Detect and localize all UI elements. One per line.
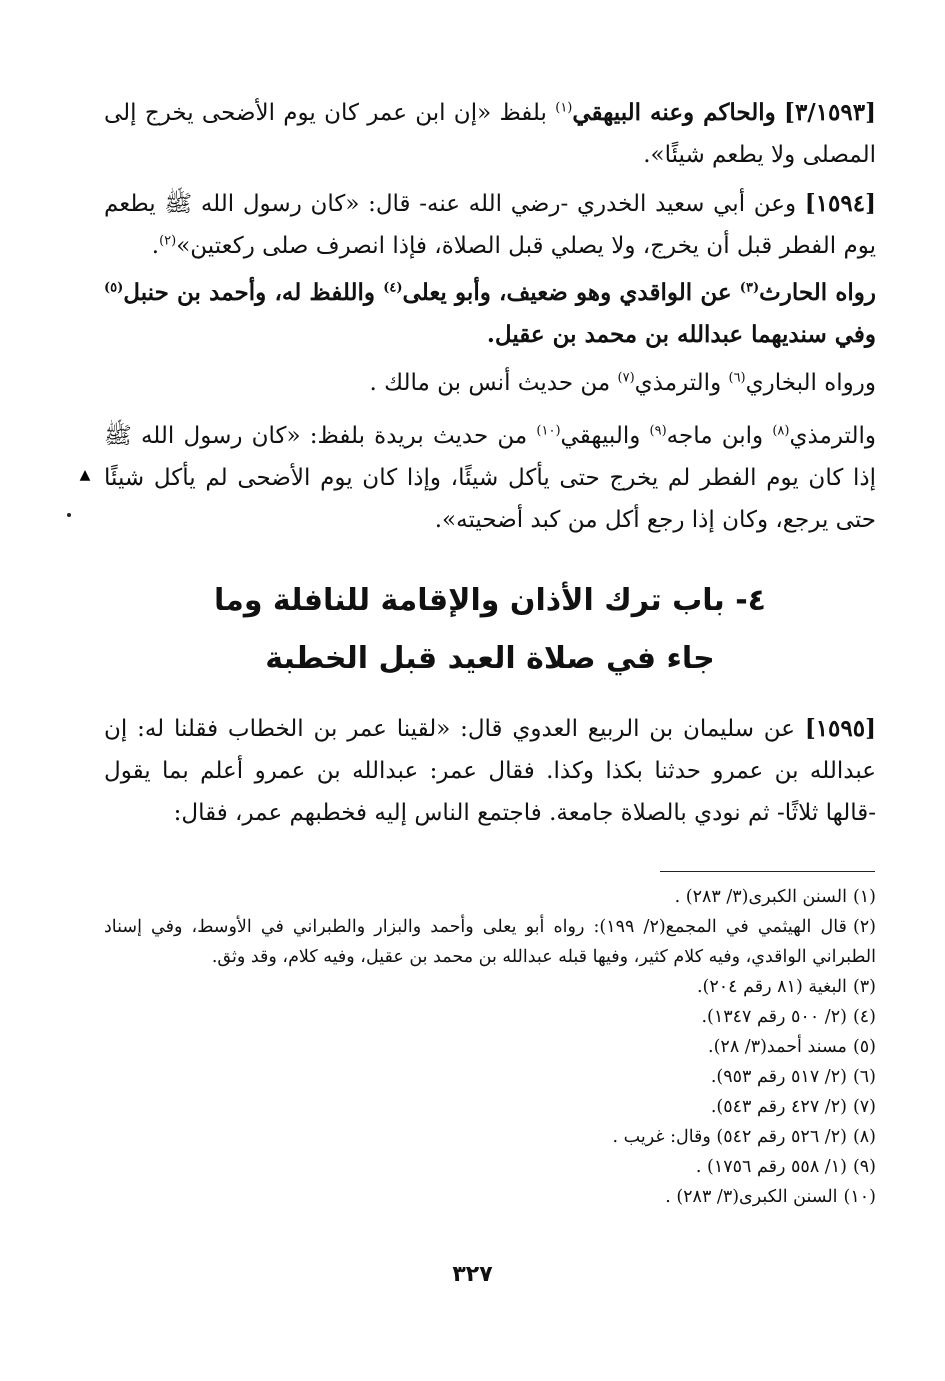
text-segment: من حديث بريدة بلفظ: «كان رسول الله ﷺ إذا كان يوم الفطر لم يخرج حتى يأكل شيئًا، وإذا كان يوم الأضحى لم يأكل شيئًا حتى يرجع، وكان إذا رجع أكل من كبد أضحيته». (104, 423, 876, 533)
footnote-6 (104, 1062, 876, 1092)
footnote-ref[interactable]: (٤) (383, 280, 403, 296)
footnote-8 (104, 1122, 876, 1152)
text-segment: والترمذي (789, 423, 876, 449)
footnote-ref[interactable]: (٧) (617, 370, 635, 386)
paragraph-text (104, 415, 876, 541)
text-segment: ورواه البخاري (745, 370, 876, 396)
paragraph-text (104, 272, 876, 356)
footnote-1 (104, 882, 876, 912)
footnote-7 (104, 1092, 876, 1122)
chapter-heading (104, 572, 876, 688)
text-segment: . (151, 233, 160, 259)
footnote-5 (104, 1032, 876, 1062)
footnote-text: (٢/ ٥١٧ رقم ٩٥٣). (710, 1067, 847, 1087)
paragraph-text (104, 708, 876, 834)
footnote-10 (104, 1182, 876, 1212)
paragraph-text (104, 183, 876, 267)
footnote-3 (104, 972, 876, 1002)
footnote-number: (٦) (852, 1067, 876, 1087)
footnote-number: (٨) (852, 1127, 876, 1147)
footnote-text: (٢/ ٤٢٧ رقم ٥٤٣). (710, 1097, 847, 1117)
hadith-paragraph-1594 (104, 183, 876, 267)
footnote-number: (٩) (852, 1157, 876, 1177)
text-segment: عن سليمان بن الربيع العدوي قال: «لقينا عمر بن الخطاب فقلنا له: إن عبدالله بن عمرو حدثنا بكذا وكذا. فقال عمر: عبدالله بن عمرو أعلم بما يقول -قالها ثلاثًا- ثم نودي بالصلاة جامعة. فاجتمع الناس إليه فخطبهم عمر، فقال: (104, 716, 876, 826)
footnote-text: قال الهيثمي في المجمع(٢/ ١٩٩): رواه أبو يعلى وأحمد والبزار والطبراني في الأوسط، وفي إسناد الطبراني الواقدي، وفيه كلام كثير، وفيها قبله عبدالله بن محمد بن عقيل، وفيه كلام، وقد وثق. (104, 917, 876, 967)
footnote-text: (١/ ٥٥٨ رقم ١٧٥٦) . (695, 1157, 847, 1177)
text-segment: وابن ماجه (666, 423, 764, 449)
footnote-number: (٣) (852, 977, 876, 997)
footnote-ref[interactable]: (٨) (772, 423, 790, 439)
page-number: ٣٢٧ (452, 1262, 493, 1287)
text-segment: بلفظ «إن ابن عمر كان يوم الأضحى يخرج إلى المصلى ولا يطعم شيئًا». (104, 100, 876, 168)
text-segment: عن الواقدي وهو ضعيف، وأبو يعلى (402, 279, 732, 306)
text-segment: من حديث أنس بن مالك . (369, 370, 611, 396)
hadith-paragraph-1595 (104, 708, 876, 834)
text-segment: رواه الحارث (759, 279, 876, 306)
footnotes (104, 882, 876, 1212)
footnote-ref[interactable]: (١٠) (536, 423, 561, 439)
text-segment: وفي سنديهما عبدالله بن محمد بن عقيل. (486, 321, 876, 348)
footnote-text: السنن الكبرى(٣/ ٢٨٣) . (674, 887, 847, 907)
text-segment: واللفظ له، وأحمد بن حنبل (123, 279, 376, 306)
footnote-ref[interactable]: (٩) (649, 423, 667, 439)
hadith-number: [١٥٩٥] (804, 715, 877, 742)
chapter-heading-line-1: ٤- باب ترك الأذان والإقامة للنافلة وما (214, 583, 766, 618)
paragraph-text (104, 92, 876, 176)
footnote-number: (١) (852, 887, 876, 907)
takhrij-paragraph-2 (104, 362, 876, 404)
footnote-number: (١٠) (843, 1187, 876, 1207)
footnote-ref[interactable]: (٥) (104, 280, 124, 296)
footnote-9 (104, 1152, 876, 1182)
footnote-2 (104, 912, 876, 972)
paragraph-text (104, 362, 876, 404)
takhrij-paragraph-1 (104, 272, 876, 356)
hadith-number: [٣/١٥٩٣] (784, 99, 876, 126)
text-segment: والحاكم وعنه البيهقي (572, 99, 776, 126)
footnote-ref[interactable]: (٦) (728, 370, 746, 386)
footnote-4 (104, 1002, 876, 1032)
hadith-number: [١٥٩٤] (804, 190, 876, 217)
text-segment: والترمذي (634, 370, 722, 396)
footnote-ref[interactable]: (٣) (739, 280, 760, 296)
footnote-number: (٧) (852, 1097, 876, 1117)
footnote-text: السنن الكبرى(٣/ ٢٨٣) . (665, 1187, 838, 1207)
text-segment: والبيهقي (560, 423, 641, 449)
margin-dot (67, 513, 71, 517)
footnote-separator (660, 871, 875, 872)
footnote-ref[interactable]: (٢) (159, 233, 177, 249)
margin-marker-icon: ▲ (79, 467, 91, 483)
footnote-text: (٢/ ٥٠٠ رقم ١٣٤٧). (701, 1007, 847, 1027)
chapter-heading-line-2: جاء في صلاة العيد قبل الخطبة (265, 641, 715, 676)
footnote-text: البغية (٨١ رقم ٢٠٤). (696, 977, 847, 997)
footnote-ref[interactable]: (١) (555, 100, 573, 116)
footnote-number: (٢) (852, 917, 876, 937)
footnote-number: (٤) (852, 1007, 876, 1027)
footnote-number: (٥) (852, 1037, 876, 1057)
footnote-text: مسند أحمد(٣/ ٢٨). (708, 1037, 847, 1057)
text-segment: وعن أبي سعيد الخدري -رضي الله عنه- قال: «كان رسول الله ﷺ يطعم يوم الفطر قبل أن يخرج، ولا يصلي قبل الصلاة، فإذا انصرف صلى ركعتين» (104, 191, 876, 259)
hadith-paragraph-1593 (104, 92, 876, 176)
footnote-text: (٢/ ٥٢٦ رقم ٥٤٢) وقال: غريب . (612, 1127, 847, 1147)
takhrij-paragraph-3 (104, 415, 876, 541)
